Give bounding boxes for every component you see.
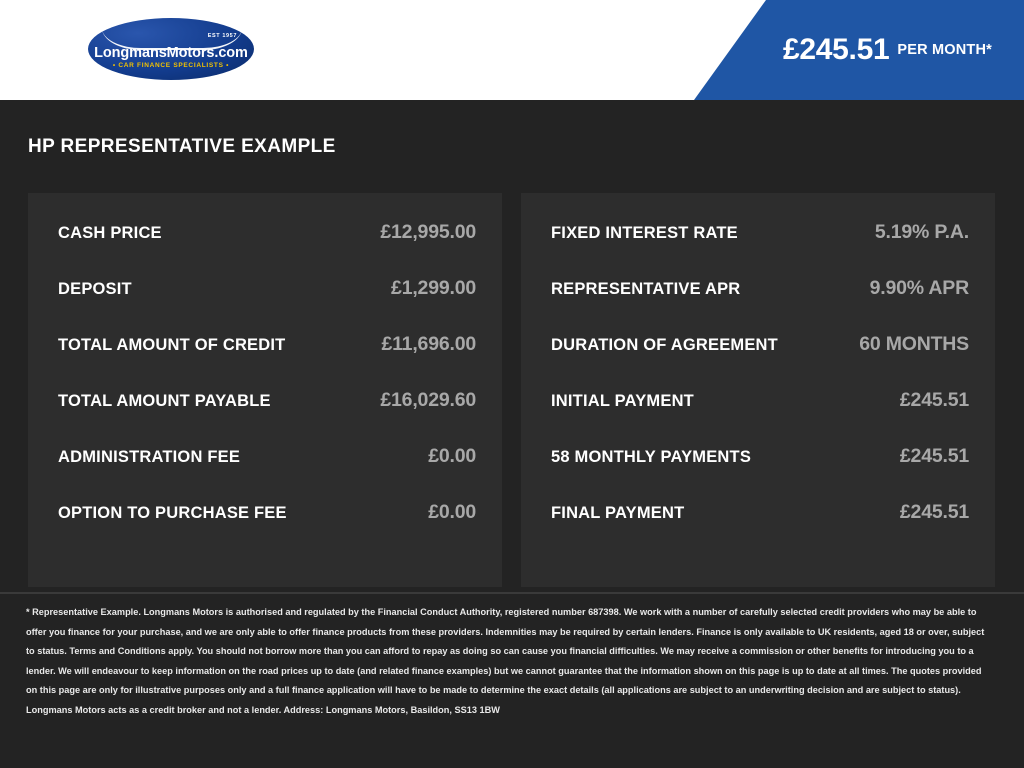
logo-established-text: EST 1957: [207, 33, 237, 39]
row-value: £0.00: [428, 501, 476, 523]
table-row: [551, 445, 969, 501]
row-label: DEPOSIT: [58, 280, 132, 298]
row-label: TOTAL AMOUNT OF CREDIT: [58, 336, 286, 354]
row-label: CASH PRICE: [58, 224, 162, 242]
table-row: [58, 389, 476, 445]
longmans-motors-logo[interactable]: [88, 18, 254, 80]
row-label: FINAL PAYMENT: [551, 504, 685, 522]
table-row: [551, 277, 969, 333]
row-label: TOTAL AMOUNT PAYABLE: [58, 392, 271, 410]
page-header: [0, 0, 1024, 100]
row-value: 60 MONTHS: [859, 333, 969, 355]
table-row: [551, 389, 969, 445]
page-title: HP REPRESENTATIVE EXAMPLE: [28, 136, 336, 157]
table-row: [58, 333, 476, 389]
row-value: £245.51: [899, 445, 969, 467]
monthly-price-group: [783, 0, 992, 100]
row-label: OPTION TO PURCHASE FEE: [58, 504, 287, 522]
table-row: [58, 445, 476, 501]
finance-panels: [28, 193, 996, 587]
row-value: £245.51: [899, 389, 969, 411]
row-value: £0.00: [428, 445, 476, 467]
row-label: INITIAL PAYMENT: [551, 392, 694, 410]
finance-panel-right: [521, 193, 995, 587]
table-row: [551, 501, 969, 557]
finance-panel-left: [28, 193, 502, 587]
monthly-price-amount: £245.51: [783, 33, 890, 66]
row-value: £16,029.60: [380, 389, 476, 411]
monthly-price-period: PER MONTH*: [897, 42, 992, 58]
logo-tagline-text: • CAR FINANCE SPECIALISTS •: [112, 62, 230, 69]
logo-name-text: LongmansMotors.com: [94, 45, 248, 61]
row-value: 5.19% P.A.: [874, 221, 969, 243]
row-label: ADMINISTRATION FEE: [58, 448, 241, 466]
table-row: [551, 333, 969, 389]
logo-oval-badge: [88, 18, 254, 80]
table-row: [58, 221, 476, 277]
table-row: [551, 221, 969, 277]
table-row: [58, 277, 476, 333]
row-value: £1,299.00: [391, 277, 476, 299]
row-value: 9.90% APR: [869, 277, 969, 299]
footer-divider: [0, 592, 1024, 594]
footer-disclaimer: * Representative Example. Longmans Motors is authorised and regulated by the Financial Conduct Authority, registered number 687398. We work with a number of carefully selected credit providers who may be able to offer you finance for your purchase, and we are only able to offer finance products from these providers. Indemnities may be required by certain lenders. Finance is only available to UK residents, aged 18 or over, subject to status. Terms and Conditions apply. You should not borrow more than you can afford to repay as doing so can cause you financial difficulties. We may receive a commission or other benefits for introducing you to a lender. We will endeavour to keep information on the road prices up to date (and related finance examples) but we cannot guarantee that the information shown on this page is up to date at all times. The quotes provided on this page are only for illustrative purposes only and a full finance application will have to be made to determine the exact details (all applications are subject to an underwriting decision and are subject to status). Longmans Motors acts as a credit broker and not a lender. Address: Longmans Motors, Basildon, SS13 1BW: [26, 607, 985, 715]
row-value: £245.51: [899, 501, 969, 523]
row-label: 58 MONTHLY PAYMENTS: [551, 448, 752, 466]
row-label: FIXED INTEREST RATE: [551, 224, 738, 242]
row-label: DURATION OF AGREEMENT: [551, 336, 778, 354]
row-value: £11,696.00: [381, 333, 476, 355]
table-row: [58, 501, 476, 557]
row-label: REPRESENTATIVE APR: [551, 280, 741, 298]
row-value: £12,995.00: [380, 221, 476, 243]
